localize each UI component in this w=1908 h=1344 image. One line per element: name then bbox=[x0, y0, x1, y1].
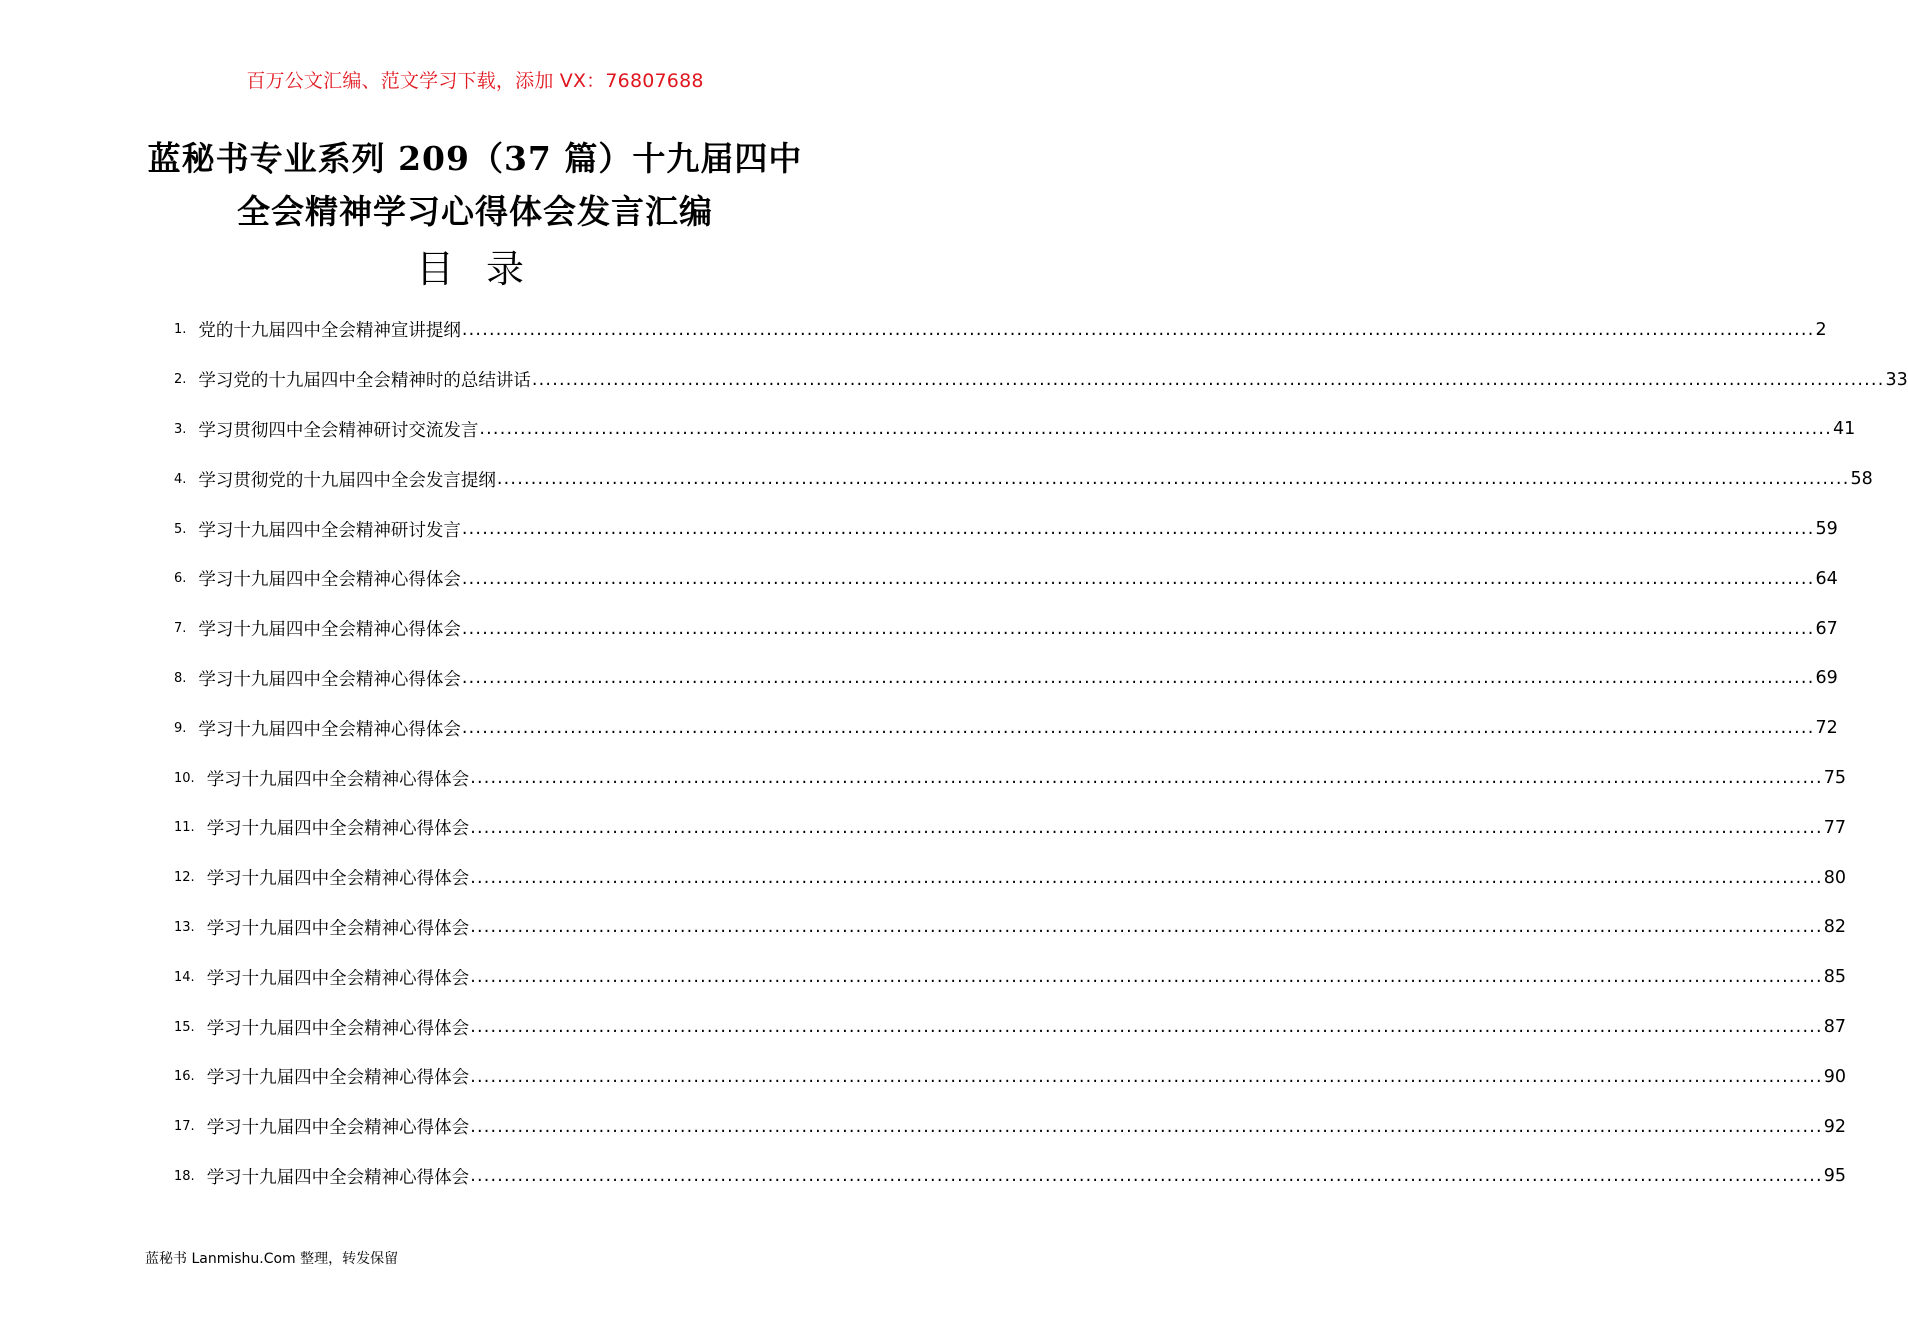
toc-entry-number: 11. bbox=[174, 820, 195, 836]
toc-leader-dots: ........................................................................................................................................................................................................ bbox=[461, 718, 1815, 739]
toc-entry[interactable] bbox=[174, 504, 1838, 554]
toc-entry[interactable] bbox=[174, 654, 1838, 704]
promo-banner: 百万公文汇编、范文学习下载，添加 VX：76807688 bbox=[246, 70, 704, 92]
toc-entry-title: 学习十九届四中全会精神心得体会 bbox=[206, 769, 470, 790]
toc-entry-title: 学习十九届四中全会精神心得体会 bbox=[198, 570, 461, 591]
toc-entry-number: 13. bbox=[174, 919, 195, 935]
toc-entry-number: 12. bbox=[174, 870, 195, 886]
toc-leader-dots: ........................................................................................................................................................................................................ bbox=[470, 967, 1823, 988]
toc-entry-title: 学习十九届四中全会精神心得体会 bbox=[198, 669, 461, 690]
toc-leader-dots: ........................................................................................................................................................................................................ bbox=[470, 917, 1823, 938]
toc-entry[interactable] bbox=[174, 1002, 1847, 1052]
toc-leader-dots: ........................................................................................................................................................................................................ bbox=[470, 1017, 1823, 1038]
toc-entry[interactable] bbox=[174, 604, 1838, 654]
toc-entry[interactable] bbox=[174, 703, 1838, 753]
toc-entry-title: 学习党的十九届四中全会精神时的总结讲话 bbox=[198, 371, 531, 392]
footer-note: 蓝秘书 Lanmishu.Com 整理，转发保留 bbox=[145, 1251, 399, 1267]
document-title-line-2: 全会精神学习心得体会发言汇编 bbox=[237, 192, 713, 231]
toc-entry-number: 7. bbox=[174, 621, 187, 637]
toc-entry-number: 18. bbox=[174, 1168, 195, 1184]
toc-entry-page-number: 41 bbox=[1832, 419, 1856, 440]
toc-entry-page-number: 64 bbox=[1815, 568, 1838, 589]
toc-entry-page-number: 2 bbox=[1815, 319, 1827, 340]
toc-entry[interactable] bbox=[174, 952, 1847, 1002]
toc-entry-number: 1. bbox=[174, 322, 187, 338]
toc-leader-dots: ........................................................................................................................................................................................................ bbox=[461, 618, 1815, 639]
toc-entry-page-number: 69 bbox=[1815, 668, 1838, 689]
toc-entry-page-number: 87 bbox=[1823, 1017, 1847, 1038]
toc-entry[interactable] bbox=[174, 355, 1908, 405]
toc-entry[interactable] bbox=[174, 753, 1847, 803]
toc-entry-page-number: 90 bbox=[1823, 1066, 1847, 1087]
toc-leader-dots: ........................................................................................................................................................................................................ bbox=[461, 668, 1815, 689]
toc-entry-title: 学习十九届四中全会精神心得体会 bbox=[198, 719, 461, 740]
toc-leader-dots: ........................................................................................................................................................................................................ bbox=[461, 519, 1815, 540]
toc-leader-dots: ........................................................................................................................................................................................................ bbox=[470, 768, 1823, 789]
toc-entry-page-number: 33 bbox=[1885, 369, 1908, 390]
toc-entry-title: 学习十九届四中全会精神心得体会 bbox=[206, 918, 470, 939]
toc-entry-page-number: 82 bbox=[1823, 917, 1847, 938]
toc-entry-number: 3. bbox=[174, 421, 187, 437]
toc-entry-page-number: 67 bbox=[1815, 618, 1838, 639]
toc-leader-dots: ........................................................................................................................................................................................................ bbox=[496, 469, 1850, 490]
toc-leader-dots: ........................................................................................................................................................................................................ bbox=[470, 1166, 1823, 1187]
toc-heading: 目 录 bbox=[415, 247, 535, 291]
toc-entry-number: 5. bbox=[174, 521, 187, 537]
toc-entry-title: 学习十九届四中全会精神心得体会 bbox=[206, 1018, 470, 1039]
toc-entry[interactable] bbox=[174, 1052, 1847, 1102]
toc-entry[interactable] bbox=[174, 853, 1847, 903]
toc-entry-title: 学习十九届四中全会精神心得体会 bbox=[206, 869, 470, 890]
toc-entry[interactable] bbox=[174, 903, 1847, 953]
toc-leader-dots: ........................................................................................................................................................................................................ bbox=[470, 1116, 1823, 1137]
document-title-line-1: 蓝秘书专业系列 209（37 篇）十九届四中 bbox=[147, 139, 803, 178]
toc-entry[interactable] bbox=[174, 803, 1847, 853]
toc-leader-dots: ........................................................................................................................................................................................................ bbox=[479, 419, 1832, 440]
toc-entry-title: 学习十九届四中全会精神心得体会 bbox=[206, 819, 470, 840]
toc-entry[interactable] bbox=[174, 1102, 1847, 1152]
toc-entry-number: 6. bbox=[174, 571, 187, 587]
toc-entry-number: 14. bbox=[174, 969, 195, 985]
toc-entry-number: 17. bbox=[174, 1119, 195, 1135]
toc-entry-number: 2. bbox=[174, 372, 187, 388]
toc-entry-title: 学习十九届四中全会精神心得体会 bbox=[198, 620, 461, 641]
toc-entry-title: 学习十九届四中全会精神研讨发言 bbox=[198, 520, 461, 541]
toc-leader-dots: ........................................................................................................................................................................................................ bbox=[470, 1066, 1823, 1087]
toc-entry-page-number: 58 bbox=[1850, 469, 1873, 490]
toc-leader-dots: ........................................................................................................................................................................................................ bbox=[470, 817, 1823, 838]
toc-entry[interactable] bbox=[174, 1152, 1847, 1202]
toc-entry-title: 学习十九届四中全会精神心得体会 bbox=[206, 1118, 470, 1139]
toc-entry-title: 学习贯彻四中全会精神研讨交流发言 bbox=[198, 420, 479, 441]
toc-leader-dots: ........................................................................................................................................................................................................ bbox=[531, 369, 1885, 390]
toc-entry-page-number: 95 bbox=[1823, 1166, 1847, 1187]
toc-entry[interactable] bbox=[174, 305, 1827, 355]
table-of-contents bbox=[174, 305, 1908, 1201]
toc-entry-title: 学习十九届四中全会精神心得体会 bbox=[206, 1167, 470, 1188]
toc-entry-page-number: 77 bbox=[1823, 817, 1847, 838]
toc-entry-title: 党的十九届四中全会精神宣讲提纲 bbox=[198, 321, 461, 342]
toc-entry-number: 15. bbox=[174, 1019, 195, 1035]
toc-entry[interactable] bbox=[174, 454, 1873, 504]
toc-entry-number: 16. bbox=[174, 1069, 195, 1085]
toc-leader-dots: ........................................................................................................................................................................................................ bbox=[461, 568, 1815, 589]
toc-leader-dots: ........................................................................................................................................................................................................ bbox=[461, 319, 1815, 340]
toc-entry-page-number: 92 bbox=[1823, 1116, 1847, 1137]
toc-entry[interactable] bbox=[174, 405, 1856, 455]
toc-entry-page-number: 59 bbox=[1815, 519, 1838, 540]
toc-entry-title: 学习十九届四中全会精神心得体会 bbox=[206, 968, 470, 989]
toc-leader-dots: ........................................................................................................................................................................................................ bbox=[470, 867, 1823, 888]
toc-entry-page-number: 85 bbox=[1823, 967, 1847, 988]
toc-entry-number: 9. bbox=[174, 720, 187, 736]
toc-entry-number: 4. bbox=[174, 471, 187, 487]
toc-entry-page-number: 72 bbox=[1815, 718, 1838, 739]
toc-entry-title: 学习十九届四中全会精神心得体会 bbox=[206, 1068, 470, 1089]
toc-entry-title: 学习贯彻党的十九届四中全会发言提纲 bbox=[198, 470, 496, 491]
toc-entry-page-number: 75 bbox=[1823, 768, 1847, 789]
toc-entry-page-number: 80 bbox=[1823, 867, 1847, 888]
toc-entry-number: 8. bbox=[174, 670, 187, 686]
toc-entry-number: 10. bbox=[174, 770, 195, 786]
toc-entry[interactable] bbox=[174, 554, 1838, 604]
